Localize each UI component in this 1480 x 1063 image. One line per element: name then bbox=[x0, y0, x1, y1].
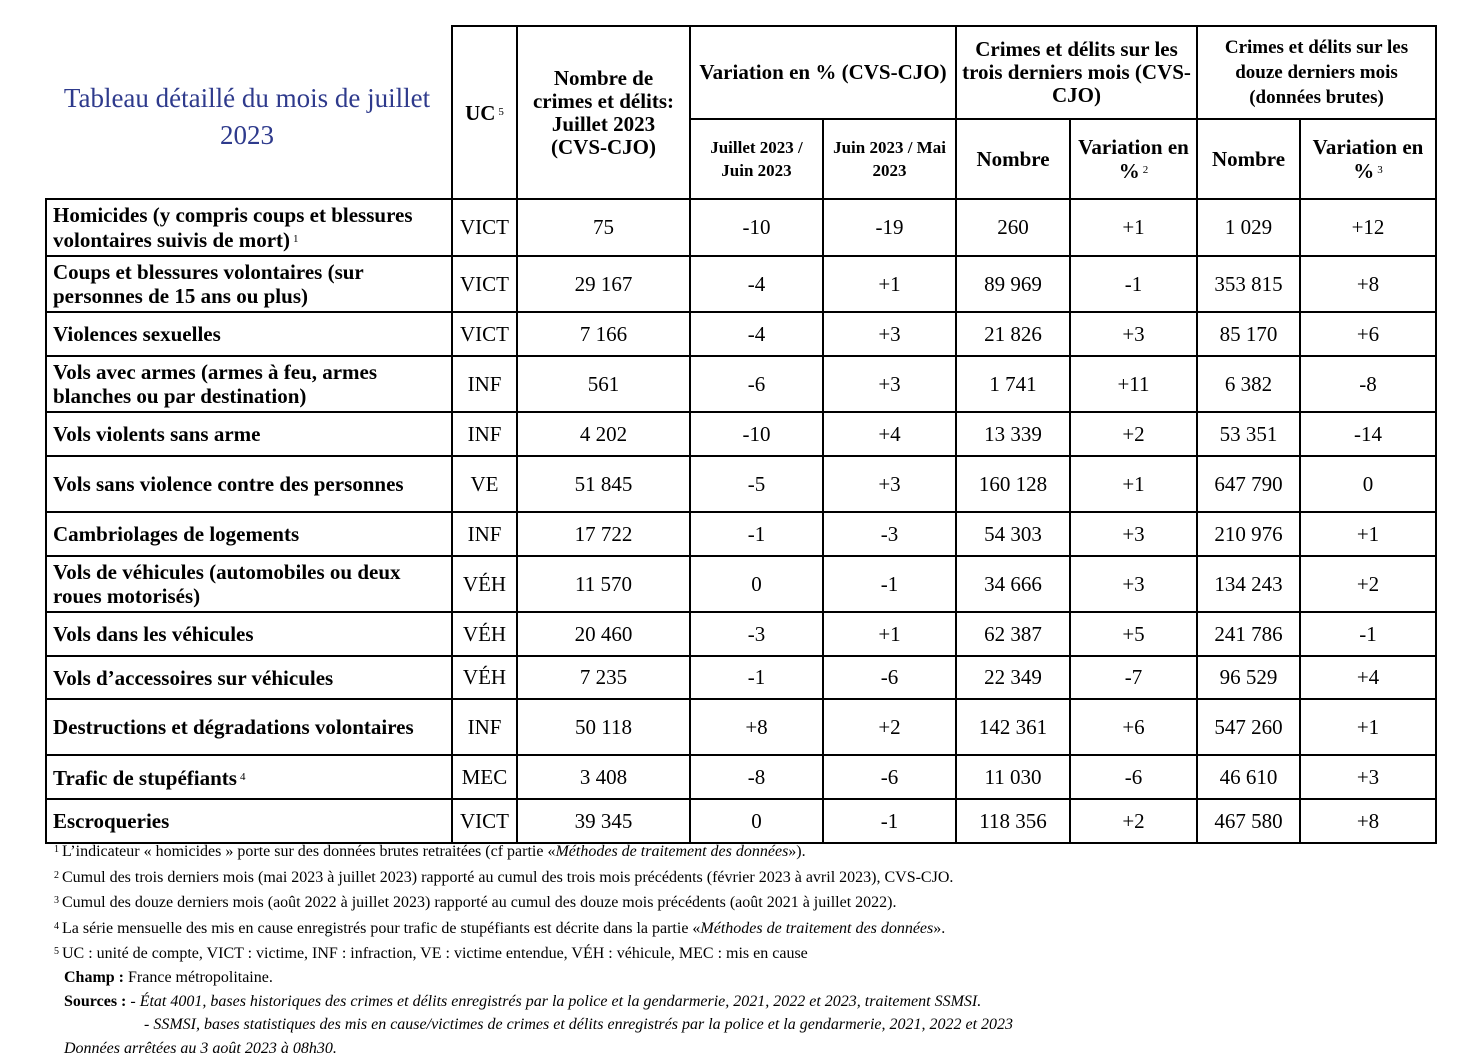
cell-nombre-12m: 647 790 bbox=[1197, 456, 1300, 512]
cell-nombre-12m: 53 351 bbox=[1197, 412, 1300, 456]
cell-nombre-3m: 1 741 bbox=[956, 356, 1070, 412]
cell-nombre-3m: 118 356 bbox=[956, 799, 1070, 843]
cell-variation-3m: +3 bbox=[1070, 312, 1197, 356]
cell-nombre-12m: 1 029 bbox=[1197, 199, 1300, 256]
cell-variation-juillet-juin: -3 bbox=[690, 612, 823, 656]
cell-variation-juin-mai: +1 bbox=[823, 612, 956, 656]
cell-nombre-juillet: 39 345 bbox=[517, 799, 690, 843]
cell-uc: VÉH bbox=[452, 556, 517, 612]
row-label: Destructions et dégradations volontaires bbox=[46, 699, 452, 755]
footnote-4: $^4$ La série mensuelle des mis en cause enregistrés pour trafic de stupéfiants est décrite dans la partie «Méthodes de traitement des données». bbox=[54, 919, 946, 937]
header-variation-juin-mai: Juin 2023 / Mai 2023 bbox=[823, 119, 956, 199]
cell-variation-juillet-juin: -10 bbox=[690, 199, 823, 256]
table-row bbox=[46, 556, 1436, 612]
cell-variation-12m: 0 bbox=[1300, 456, 1436, 512]
cell-variation-juin-mai: -1 bbox=[823, 799, 956, 843]
footnote-2: $^2$ Cumul des trois derniers mois (mai 2023 à juillet 2023) rapporté au cumul des trois mois précédents (février 2023 à avril 2023), CVS-CJO. bbox=[54, 868, 954, 886]
cell-variation-12m: +2 bbox=[1300, 556, 1436, 612]
footnote-ref-5: 5 bbox=[498, 105, 504, 118]
cell-nombre-12m: 46 610 bbox=[1197, 755, 1300, 799]
cell-uc: VÉH bbox=[452, 612, 517, 656]
header-variation-3m: Variation en % $^2$ bbox=[1070, 119, 1197, 199]
cell-variation-juillet-juin: -10 bbox=[690, 412, 823, 456]
cell-nombre-12m: 467 580 bbox=[1197, 799, 1300, 843]
cell-variation-12m: +1 bbox=[1300, 512, 1436, 556]
cell-variation-3m: +3 bbox=[1070, 512, 1197, 556]
cell-nombre-3m: 21 826 bbox=[956, 312, 1070, 356]
row-label: Homicides (y compris coups et blessures volontaires suivis de mort) $^1$ bbox=[46, 199, 452, 256]
cell-variation-12m: +8 bbox=[1300, 799, 1436, 843]
cell-nombre-juillet: 4 202 bbox=[517, 412, 690, 456]
cell-variation-juin-mai: +2 bbox=[823, 699, 956, 755]
row-label: Vols violents sans arme bbox=[46, 412, 452, 456]
cell-nombre-juillet: 51 845 bbox=[517, 456, 690, 512]
footnote-5: $^5$ UC : unité de compte, VICT : victime, INF : infraction, VE : victime entendue, VÉH : véhicule, MEC : mis en cause bbox=[54, 945, 808, 963]
cell-variation-3m: +3 bbox=[1070, 556, 1197, 612]
cell-nombre-3m: 89 969 bbox=[956, 256, 1070, 312]
cell-uc: INF bbox=[452, 512, 517, 556]
table-row bbox=[46, 656, 1436, 699]
cell-nombre-juillet: 20 460 bbox=[517, 612, 690, 656]
footnote-ref: 1 bbox=[293, 233, 299, 245]
cell-nombre-3m: 54 303 bbox=[956, 512, 1070, 556]
header-trois-mois: Crimes et délits sur les trois derniers mois (CVS-CJO) bbox=[956, 26, 1197, 119]
cell-uc: MEC bbox=[452, 755, 517, 799]
cell-variation-12m: +3 bbox=[1300, 755, 1436, 799]
cell-uc: VÉH bbox=[452, 656, 517, 699]
cell-uc: VE bbox=[452, 456, 517, 512]
cell-nombre-juillet: 75 bbox=[517, 199, 690, 256]
cell-variation-juillet-juin: +8 bbox=[690, 699, 823, 755]
cell-variation-juin-mai: -19 bbox=[823, 199, 956, 256]
row-label: Trafic de stupéfiants $^4$ bbox=[46, 755, 452, 799]
table-row bbox=[46, 412, 1436, 456]
cell-variation-juin-mai: -3 bbox=[823, 512, 956, 556]
table-row bbox=[46, 612, 1436, 656]
table-row bbox=[46, 256, 1436, 312]
cell-nombre-12m: 96 529 bbox=[1197, 656, 1300, 699]
cell-variation-juillet-juin: -4 bbox=[690, 312, 823, 356]
cell-nombre-12m: 134 243 bbox=[1197, 556, 1300, 612]
cell-variation-12m: +12 bbox=[1300, 199, 1436, 256]
row-label: Vols de véhicules (automobiles ou deux roues motorisés) bbox=[46, 556, 452, 612]
cell-variation-12m: +8 bbox=[1300, 256, 1436, 312]
cell-uc: VICT bbox=[452, 312, 517, 356]
cell-nombre-3m: 22 349 bbox=[956, 656, 1070, 699]
cell-nombre-12m: 241 786 bbox=[1197, 612, 1300, 656]
cell-nombre-3m: 62 387 bbox=[956, 612, 1070, 656]
cell-nombre-3m: 160 128 bbox=[956, 456, 1070, 512]
table-row bbox=[46, 199, 1436, 256]
row-label: Cambriolages de logements bbox=[46, 512, 452, 556]
cell-uc: VICT bbox=[452, 256, 517, 312]
cell-nombre-3m: 13 339 bbox=[956, 412, 1070, 456]
cell-variation-12m: -8 bbox=[1300, 356, 1436, 412]
cell-nombre-juillet: 561 bbox=[517, 356, 690, 412]
cell-variation-juin-mai: +1 bbox=[823, 256, 956, 312]
cell-nombre-juillet: 11 570 bbox=[517, 556, 690, 612]
cell-variation-3m: -6 bbox=[1070, 755, 1197, 799]
cell-variation-12m: +1 bbox=[1300, 699, 1436, 755]
cell-uc: INF bbox=[452, 356, 517, 412]
cell-variation-juin-mai: -6 bbox=[823, 755, 956, 799]
footnote-1: $^1$ L’indicateur « homicides » porte sur des données brutes retraitées (cf partie «Méthodes de traitement des données»). bbox=[54, 843, 806, 860]
cell-variation-juillet-juin: -6 bbox=[690, 356, 823, 412]
cell-variation-3m: +5 bbox=[1070, 612, 1197, 656]
row-label: Violences sexuelles bbox=[46, 312, 452, 356]
cell-variation-juin-mai: -6 bbox=[823, 656, 956, 699]
table-row bbox=[46, 755, 1436, 799]
cell-variation-juillet-juin: -5 bbox=[690, 456, 823, 512]
cell-variation-juin-mai: -1 bbox=[823, 556, 956, 612]
table-row bbox=[46, 799, 1436, 843]
cell-variation-12m: +6 bbox=[1300, 312, 1436, 356]
cell-uc: VICT bbox=[452, 799, 517, 843]
cell-variation-12m: -1 bbox=[1300, 612, 1436, 656]
data-date-note: Données arrêtées au 3 août 2023 à 08h30. bbox=[64, 1039, 337, 1057]
cell-variation-juillet-juin: 0 bbox=[690, 556, 823, 612]
cell-uc: INF bbox=[452, 699, 517, 755]
page-title: Tableau détaillé du mois de juillet 2023 bbox=[63, 83, 431, 150]
cell-nombre-juillet: 17 722 bbox=[517, 512, 690, 556]
header-douze-mois: Crimes et délits sur les douze derniers mois (données brutes) bbox=[1197, 26, 1436, 119]
cell-nombre-12m: 85 170 bbox=[1197, 312, 1300, 356]
header-variation-12m: Variation en % $^3$ bbox=[1300, 119, 1436, 199]
footnotes bbox=[54, 838, 1464, 1060]
cell-nombre-juillet: 29 167 bbox=[517, 256, 690, 312]
header-uc: UC $^5$ bbox=[452, 26, 517, 199]
cell-variation-3m: +1 bbox=[1070, 456, 1197, 512]
row-label: Vols avec armes (armes à feu, armes blanches ou par destination) bbox=[46, 356, 452, 412]
sources-note: Sources : - État 4001, bases historiques des crimes et délits enregistrés par la police et la gendarmerie, 2021, 2022 et 2023, traitement SSMSI. bbox=[64, 992, 982, 1010]
cell-nombre-juillet: 3 408 bbox=[517, 755, 690, 799]
cell-variation-3m: +1 bbox=[1070, 199, 1197, 256]
cell-variation-juin-mai: +4 bbox=[823, 412, 956, 456]
cell-variation-juin-mai: +3 bbox=[823, 312, 956, 356]
cell-variation-juillet-juin: 0 bbox=[690, 799, 823, 843]
footnote-ref: 4 bbox=[239, 770, 246, 783]
cell-nombre-juillet: 50 118 bbox=[517, 699, 690, 755]
cell-nombre-12m: 210 976 bbox=[1197, 512, 1300, 556]
header-nombre-3m: Nombre bbox=[956, 119, 1070, 199]
cell-variation-3m: +11 bbox=[1070, 356, 1197, 412]
cell-variation-juillet-juin: -1 bbox=[690, 656, 823, 699]
cell-nombre-3m: 34 666 bbox=[956, 556, 1070, 612]
cell-nombre-12m: 547 260 bbox=[1197, 699, 1300, 755]
cell-nombre-juillet: 7 166 bbox=[517, 312, 690, 356]
cell-nombre-3m: 11 030 bbox=[956, 755, 1070, 799]
header-variation-juillet-juin: Juillet 2023 / Juin 2023 bbox=[690, 119, 823, 199]
table-row bbox=[46, 356, 1436, 412]
cell-nombre-3m: 142 361 bbox=[956, 699, 1070, 755]
cell-variation-juin-mai: +3 bbox=[823, 456, 956, 512]
header-nombre-juillet: Nombre de crimes et délits: Juillet 2023 (CVS-CJO) bbox=[517, 26, 690, 199]
cell-variation-3m: +6 bbox=[1070, 699, 1197, 755]
sources-note-2: - SSMSI, bases statistiques des mis en cause/victimes de crimes et délits enregistrés par la police et la gendarmerie, 2021, 2022 et 2023 bbox=[144, 1016, 1014, 1034]
row-label: Vols sans violence contre des personnes bbox=[46, 456, 452, 512]
crime-statistics-table bbox=[45, 25, 1437, 844]
cell-variation-12m: -14 bbox=[1300, 412, 1436, 456]
table-row bbox=[46, 456, 1436, 512]
cell-variation-3m: -1 bbox=[1070, 256, 1197, 312]
table-row bbox=[46, 512, 1436, 556]
cell-variation-juillet-juin: -1 bbox=[690, 512, 823, 556]
cell-variation-12m: +4 bbox=[1300, 656, 1436, 699]
cell-nombre-3m: 260 bbox=[956, 199, 1070, 256]
cell-uc: INF bbox=[452, 412, 517, 456]
cell-variation-3m: +2 bbox=[1070, 799, 1197, 843]
row-label: Vols d’accessoires sur véhicules bbox=[46, 656, 452, 699]
table-row bbox=[46, 699, 1436, 755]
cell-variation-juillet-juin: -4 bbox=[690, 256, 823, 312]
header-corner bbox=[46, 26, 452, 199]
cell-uc: VICT bbox=[452, 199, 517, 256]
cell-variation-3m: -7 bbox=[1070, 656, 1197, 699]
row-label: Coups et blessures volontaires (sur personnes de 15 ans ou plus) bbox=[46, 256, 452, 312]
row-label: Escroqueries bbox=[46, 799, 452, 843]
header-nombre-12m: Nombre bbox=[1197, 119, 1300, 199]
cell-nombre-juillet: 7 235 bbox=[517, 656, 690, 699]
champ-note: Champ : France métropolitaine. bbox=[64, 968, 273, 986]
table-row bbox=[46, 312, 1436, 356]
cell-variation-juin-mai: +3 bbox=[823, 356, 956, 412]
cell-variation-juillet-juin: -8 bbox=[690, 755, 823, 799]
cell-variation-3m: +2 bbox=[1070, 412, 1197, 456]
cell-nombre-12m: 353 815 bbox=[1197, 256, 1300, 312]
row-label: Vols dans les véhicules bbox=[46, 612, 452, 656]
footnote-3: $^3$ Cumul des douze derniers mois (août 2022 à juillet 2023) rapporté au cumul des douze mois précédents (août 2021 à juillet 2022). bbox=[54, 894, 897, 912]
header-variation: Variation en % (CVS-CJO) bbox=[690, 26, 956, 119]
cell-nombre-12m: 6 382 bbox=[1197, 356, 1300, 412]
